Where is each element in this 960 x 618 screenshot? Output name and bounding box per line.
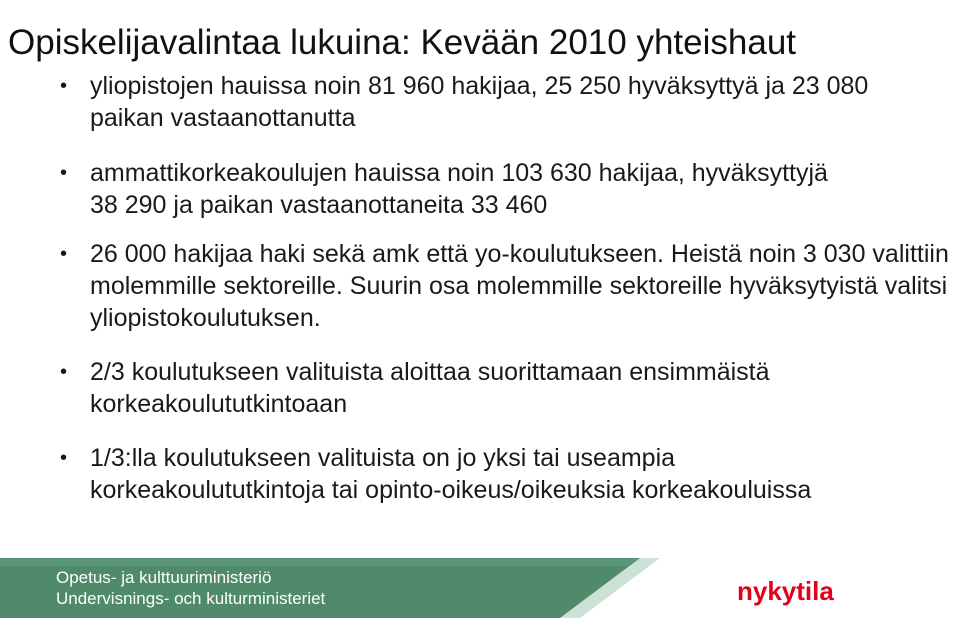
slide-title: Opiskelijavalintaa lukuina: Kevään 2010 yhteishaut xyxy=(8,23,797,63)
bullet-item xyxy=(60,442,850,506)
bullet-marker: • xyxy=(60,162,68,184)
ministry-name-swedish: Undervisnings- och kulturministeriet xyxy=(56,589,326,608)
footer-green-band xyxy=(0,558,640,618)
bullet-item xyxy=(60,70,940,134)
bullet-text: 1/3:lla koulutukseen valituista on jo yksi tai useampia korkeakoulututkintoja tai opinto-oikeus/oikeuksia korkeakouluissa xyxy=(90,444,812,504)
footer-banner xyxy=(0,558,960,618)
bullet-text: yliopistojen hauissa noin 81 960 hakijaa, 25 250 hyväksyttyä ja 23 080 paikan vastaanottanutta xyxy=(90,72,869,132)
bullet-marker: • xyxy=(60,447,68,469)
ministry-name-finnish: Opetus- ja kulttuuriministeriö xyxy=(56,568,272,587)
bullet-marker: • xyxy=(60,361,68,383)
bullet-item xyxy=(60,356,960,420)
footer-green-highlight xyxy=(0,558,640,566)
bullet-text: ammattikorkeakoulujen hauissa noin 103 630 hakijaa, hyväksyttyjä 38 290 ja paikan vastaanottaneita 33 460 xyxy=(90,159,828,219)
bullet-item xyxy=(60,157,850,221)
bullet-text: 2/3 koulutukseen valituista aloittaa suorittamaan ensimmäistä korkeakoulututkintoaan xyxy=(90,358,770,418)
bullet-marker: • xyxy=(60,75,68,97)
status-label: nykytila xyxy=(737,576,834,606)
bullet-text: 26 000 hakijaa haki sekä amk että yo-koulutukseen. Heistä noin 3 030 valittiin molemmille sektoreille. Suurin osa molemmille sektoreille hyväksytyistä valitsi yliopistokoulutuksen. xyxy=(90,240,949,332)
bullet-marker: • xyxy=(60,243,68,265)
bullet-item xyxy=(60,238,960,334)
